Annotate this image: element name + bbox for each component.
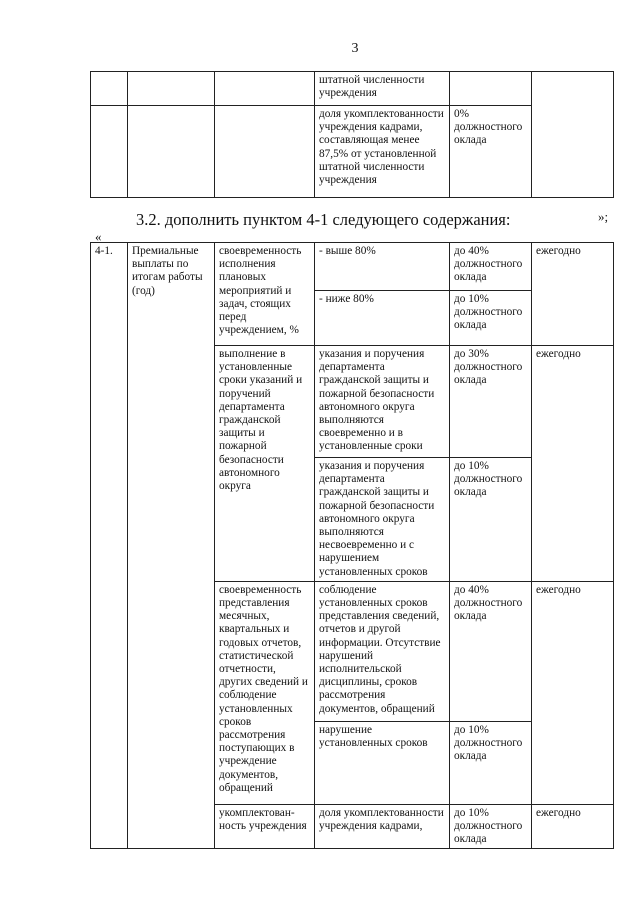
cell-amount: до 30% должностного оклада: [450, 346, 532, 458]
table-continued: [90, 71, 614, 198]
cell-amount: до 10% должностного оклада: [450, 458, 532, 582]
cell-criterion: доля укомплектованности учреждения кадрами,: [315, 804, 450, 849]
cell-name: [128, 72, 215, 106]
cell-period: ежегодно: [532, 346, 614, 582]
cell-number: [91, 106, 128, 198]
cell-criterion: нарушение установленных сроков: [315, 721, 450, 804]
cell-name: Премиальные выплаты по итогам работы (год): [128, 243, 215, 849]
table-row: [91, 243, 614, 291]
cell-amount: до 10% должностного оклада: [450, 721, 532, 804]
cell-period: ежегодно: [532, 581, 614, 804]
cell-indicator: выполнение в установленные сроки указаний и поручений департамента гражданской защиты и пожарной безопасности автономного округа: [215, 346, 315, 582]
cell-period: ежегодно: [532, 804, 614, 849]
cell-criterion: указания и поручения департамента гражданской защиты и пожарной безопасности автономного округа выполняются несвоевременно и с нарушением установленных сроков: [315, 458, 450, 582]
cell-indicator: укомплектован-ность учреждения: [215, 804, 315, 849]
cell-indicator: своевременность представления месячных, квартальных и годовых отчетов, статистической отчетности, других сведений и соблюдение установленных сроков рассмотрения поступающих в учреждение документов, обращений: [215, 581, 315, 804]
cell-amount: 0% должностного оклада: [450, 106, 532, 198]
cell-period: [532, 72, 614, 198]
cell-number: 4-1.: [91, 243, 128, 849]
section-heading: 3.2. дополнить пунктом 4-1 следующего содержания:: [136, 210, 511, 229]
cell-criterion: - ниже 80%: [315, 291, 450, 346]
cell-criterion: штатной численности учреждения: [315, 72, 450, 106]
cell-name: [128, 106, 215, 198]
table-row: [91, 72, 614, 106]
table-bonus-payments: [90, 242, 614, 849]
cell-indicator: [215, 72, 315, 106]
cell-amount: до 10% должностного оклада: [450, 291, 532, 346]
closing-quote: »;: [598, 209, 609, 224]
cell-amount: до 40% должностного оклада: [450, 581, 532, 721]
cell-amount: до 10% должностного оклада: [450, 804, 532, 849]
cell-period: ежегодно: [532, 243, 614, 346]
cell-amount: [450, 72, 532, 106]
cell-indicator: своевременность исполнения плановых мероприятий и задач, стоящих перед учреждением, %: [215, 243, 315, 346]
opening-quote: «: [95, 229, 102, 244]
cell-number: [91, 72, 128, 106]
cell-criterion: указания и поручения департамента гражданской защиты и пожарной безопасности автономного округа выполняются своевременно и в установленные сроки: [315, 346, 450, 458]
cell-indicator: [215, 106, 315, 198]
cell-criterion: - выше 80%: [315, 243, 450, 291]
cell-amount: до 40% должностного оклада: [450, 243, 532, 291]
cell-criterion: доля укомплектованности учреждения кадрами, составляющая менее 87,5% от установленной штатной численности учреждения: [315, 106, 450, 198]
cell-criterion: соблюдение установленных сроков представления сведений, отчетов и другой информации. Отсутствие нарушений исполнительской дисциплины, сроков рассмотрения документов, обращений: [315, 581, 450, 721]
page-number: 3: [351, 41, 359, 56]
